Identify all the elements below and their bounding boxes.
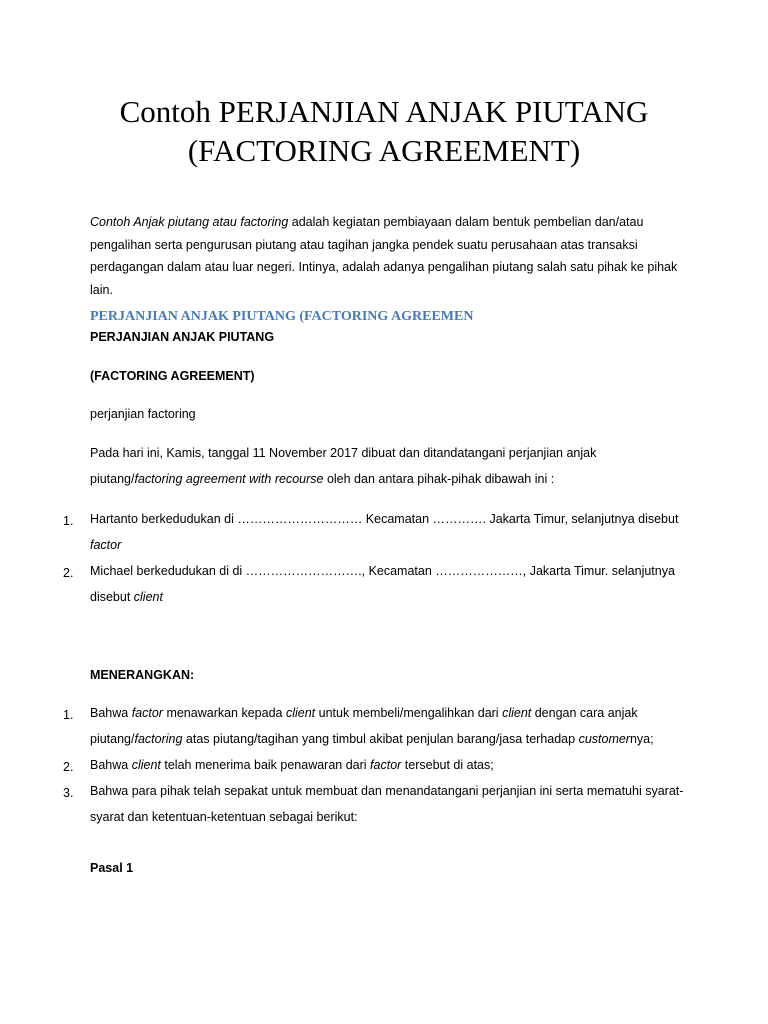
recital-1-text xyxy=(90,700,710,752)
opening-part-2: oleh dan antara pihak-pihak dibawah ini : xyxy=(323,472,555,486)
recital-text-segment: Bahwa xyxy=(90,758,132,772)
section-heading: PERJANJIAN ANJAK PIUTANG (FACTORING AGREEMEN xyxy=(90,309,474,324)
recital-italic-term: factor xyxy=(370,758,402,772)
recital-italic-term: factoring xyxy=(134,732,183,746)
recital-3-text xyxy=(90,778,710,830)
party-2-body: Michael berkedudukan di di ………………………., Kecamatan …………………, Jakarta Timur. selanjutnya disebut xyxy=(90,564,675,604)
recital-italic-term: customer xyxy=(578,732,630,746)
recital-text-segment: atas piutang/tagihan yang timbul akibat penjulan barang/jasa terhadap xyxy=(182,732,579,746)
menerangkan-label: MENERANGKAN: xyxy=(90,668,195,682)
party-1-text xyxy=(90,506,710,558)
recital-text-segment: tersebut di atas; xyxy=(401,758,494,772)
recital-italic-term: client xyxy=(502,706,532,720)
party-2-number: 2. xyxy=(63,566,74,580)
pasal-label: Pasal 1 xyxy=(90,861,134,875)
recital-text-segment: menawarkan kepada xyxy=(162,706,286,720)
doc-title-2: (FACTORING AGREEMENT) xyxy=(90,369,255,383)
recital-text-segment: untuk membeli/mengalihkan dari xyxy=(315,706,503,720)
party-1-number: 1. xyxy=(63,514,74,528)
recital-text-segment: dengan cara anjak piutang/ xyxy=(90,706,638,746)
recital-italic-term: factor xyxy=(131,706,163,720)
intro-italic-lead: Contoh Anjak piutang atau factoring xyxy=(90,215,289,229)
recital-italic-term: client xyxy=(131,758,161,772)
party-1-role: factor xyxy=(90,538,122,552)
party-2-text xyxy=(90,558,710,610)
document-title xyxy=(40,92,728,170)
opening-italic: factoring agreement with recourse xyxy=(134,472,324,486)
subtitle: perjanjian factoring xyxy=(90,407,196,421)
opening-paragraph xyxy=(90,440,690,492)
recital-3-number: 3. xyxy=(63,786,74,800)
title-line-1: Contoh PERJANJIAN ANJAK PIUTANG xyxy=(119,94,649,129)
recital-2-text xyxy=(90,752,710,778)
doc-title-1: PERJANJIAN ANJAK PIUTANG xyxy=(90,330,275,344)
recital-text-segment: telah menerima baik penawaran dari xyxy=(160,758,371,772)
recital-text-segment: Bahwa xyxy=(90,706,132,720)
recital-1-number: 1. xyxy=(63,708,74,722)
recital-2-number: 2. xyxy=(63,760,74,774)
title-line-2: (FACTORING AGREEMENT) xyxy=(187,133,581,168)
party-1-body: Hartanto berkedudukan di ………………………… Kecamatan …………. Jakarta Timur, selanjutnya disebut xyxy=(90,512,679,526)
intro-text: adalah kegiatan pembiayaan dalam bentuk pembelian dan/atau pengalihan serta pengurusan piutang atau tagihan jangka pendek suatu perusahaan atas transaksi perdagangan dalam atau luar negeri. Intinya, adalah adanya pengalihan piutang salah satu pihak ke pihak lain. xyxy=(90,215,678,297)
recital-text-segment: Bahwa para pihak telah sepakat untuk membuat dan menandatangani perjanjian ini serta mematuhi syarat-syarat dan ketentuan-ketentuan sebagai berikut: xyxy=(90,784,684,824)
opening-part-1: Pada hari ini, Kamis, tanggal 11 November 2017 dibuat dan ditandatangani perjanjian anjak piutang/ xyxy=(90,446,597,486)
party-2-role: client xyxy=(133,590,163,604)
recital-text-segment: nya; xyxy=(629,732,654,746)
recital-italic-term: client xyxy=(285,706,316,720)
intro-paragraph xyxy=(90,211,690,301)
